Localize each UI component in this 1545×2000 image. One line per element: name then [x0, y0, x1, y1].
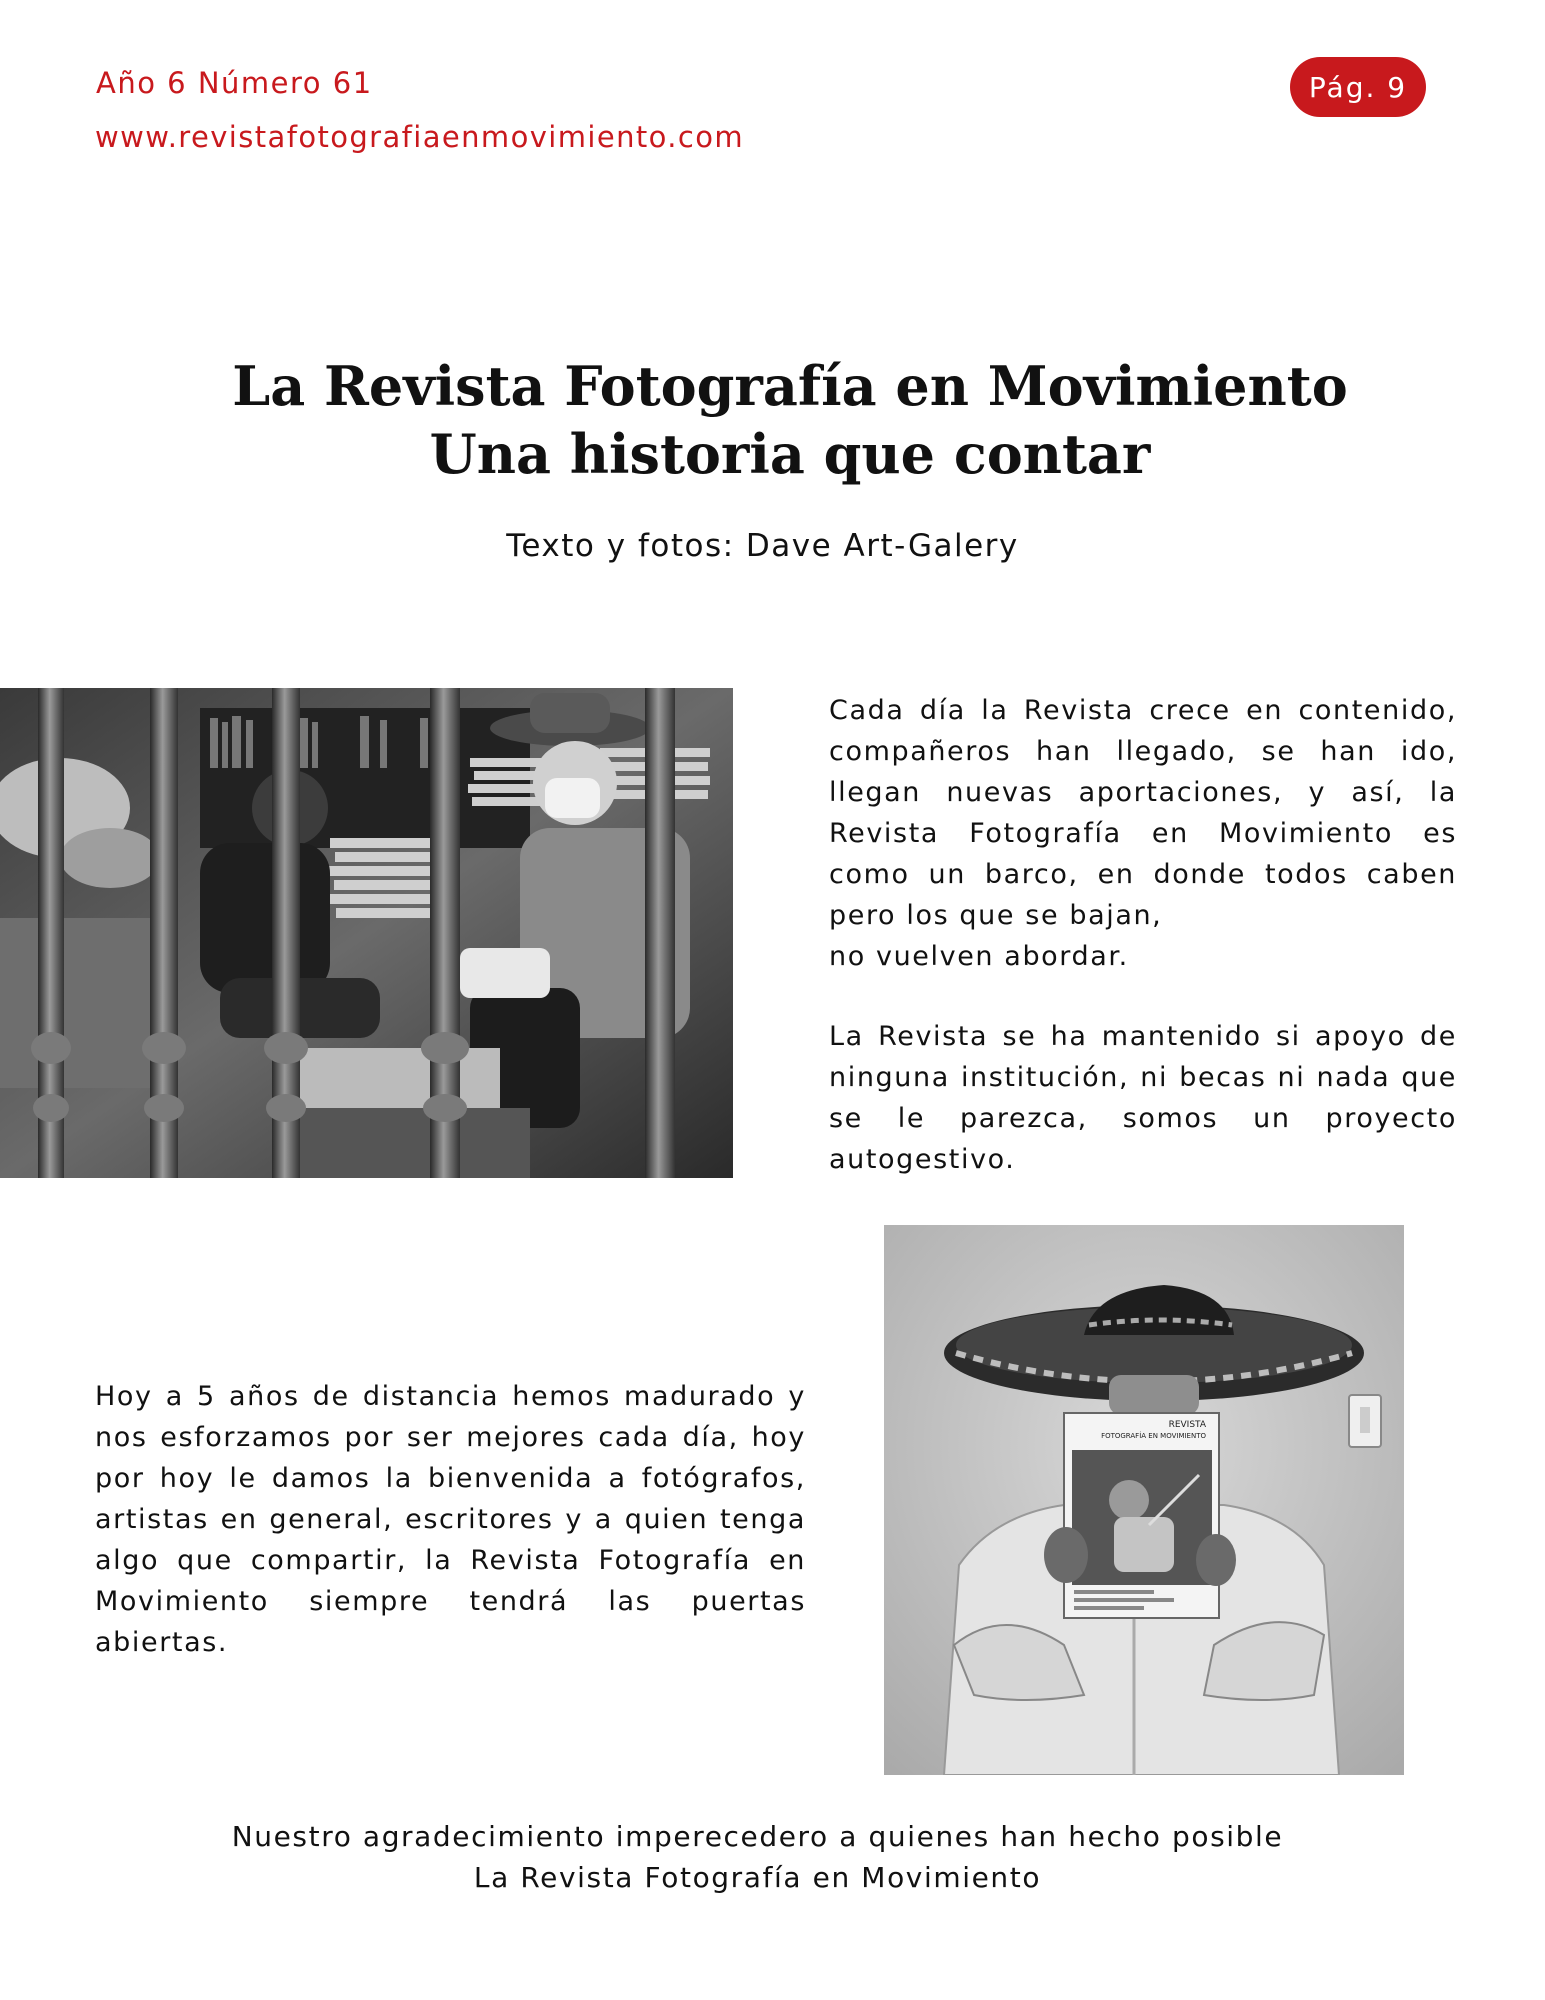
- footer-line-1: Nuestro agradecimiento imperecedero a quienes han hecho posible: [231, 1820, 1284, 1853]
- issue-number: Año 6 Número 61: [96, 66, 373, 100]
- magazine-cover-title-1: REVISTA: [1168, 1420, 1206, 1430]
- bookstall-photo-image: [0, 688, 733, 1178]
- bookstall-photo: [0, 688, 733, 1178]
- paragraph-1-end: no vuelven abordar.: [829, 941, 1129, 972]
- page-number-badge: [1290, 57, 1426, 117]
- paragraph-1: [829, 690, 1457, 977]
- page-number-label: Pág. 9: [1308, 70, 1408, 104]
- paragraph-3: [95, 1376, 806, 1663]
- title-line-2: Una historia que contar: [429, 422, 1151, 486]
- title-line-1: La Revista Fotografía en Movimiento: [232, 354, 1348, 418]
- footer-line-2: La Revista Fotografía en Movimiento: [473, 1861, 1042, 1894]
- website-url[interactable]: www.revistafotografiaenmovimiento.com: [95, 120, 745, 154]
- magazine-cover-title-2: FOTOGRAFÍA EN MOVIMIENTO: [1101, 1432, 1206, 1440]
- article-title: [0, 352, 1545, 488]
- paragraph-2-body: La Revista se ha mantenido si apoyo de ninguna institución, ni becas ni nada que se le parezca, somos un proyecto autogestivo.: [829, 1021, 1457, 1175]
- footer-acknowledgement: [0, 1816, 1515, 1898]
- sombrero-portrait-image: [884, 1225, 1404, 1775]
- paragraph-2: [829, 1016, 1457, 1180]
- paragraph-3-body: Hoy a 5 años de distancia hemos madurado y nos esforzamos por ser mejores cada día, hoy por hoy le damos la bienvenida a fotógrafos, artistas en general, escritores y a quien tenga algo que compartir, la Revista Fotografía en Movimiento siempre tendrá las puertas abiertas.: [95, 1381, 806, 1658]
- author-credit: Texto y fotos: Dave Art-Galery: [506, 528, 1019, 564]
- paragraph-1-body: Cada día la Revista crece en contenido, compañeros han llegado, se han ido, llegan nuevas aportaciones, y así, la Revista Fotografía en Movimiento es como un barco, en donde todos caben pero los que se bajan,: [829, 695, 1457, 931]
- sombrero-portrait-photo: [884, 1225, 1404, 1775]
